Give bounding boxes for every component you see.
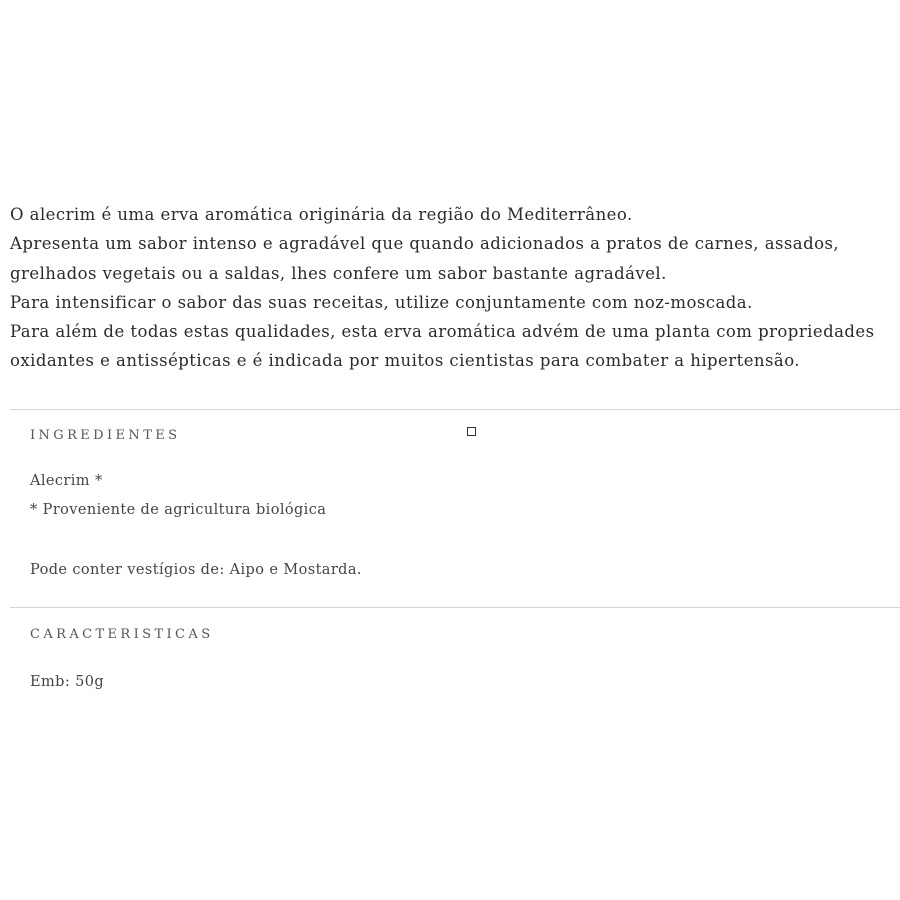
description-line: O alecrim é uma erva aromática originária da região do Mediterrâneo. [10, 205, 633, 224]
square-outline-icon[interactable] [467, 427, 476, 436]
section-divider [10, 607, 900, 608]
product-description [10, 200, 895, 376]
description-line: grelhados vegetais ou a saldas, lhes confere um sabor bastante agradável. [10, 263, 667, 283]
description-line: Apresenta um sabor intenso e agradável que quando adicionados a pratos de carnes, assados, [10, 234, 840, 254]
characteristics-section-title[interactable]: CARACTERISTICAS [30, 627, 214, 642]
description-line: oxidantes e antissépticas e é indicada por muitos cientistas para combater a hipertensão. [10, 351, 800, 371]
description-line: Para além de todas estas qualidades, esta erva aromática advém de uma planta com propriedades [10, 322, 875, 342]
allergen-notice: Pode conter vestígios de: Aipo e Mostarda. [30, 562, 362, 578]
description-line: Para intensificar o sabor das suas receitas, utilize conjuntamente com noz-moscada. [10, 292, 753, 312]
ingredient-item: Alecrim * [30, 473, 103, 489]
ingredients-section-title[interactable]: INGREDIENTES [30, 428, 181, 443]
ingredient-footnote: * Proveniente de agricultura biológica [30, 502, 327, 518]
package-weight: Emb: 50g [30, 674, 105, 690]
section-divider [10, 409, 900, 410]
